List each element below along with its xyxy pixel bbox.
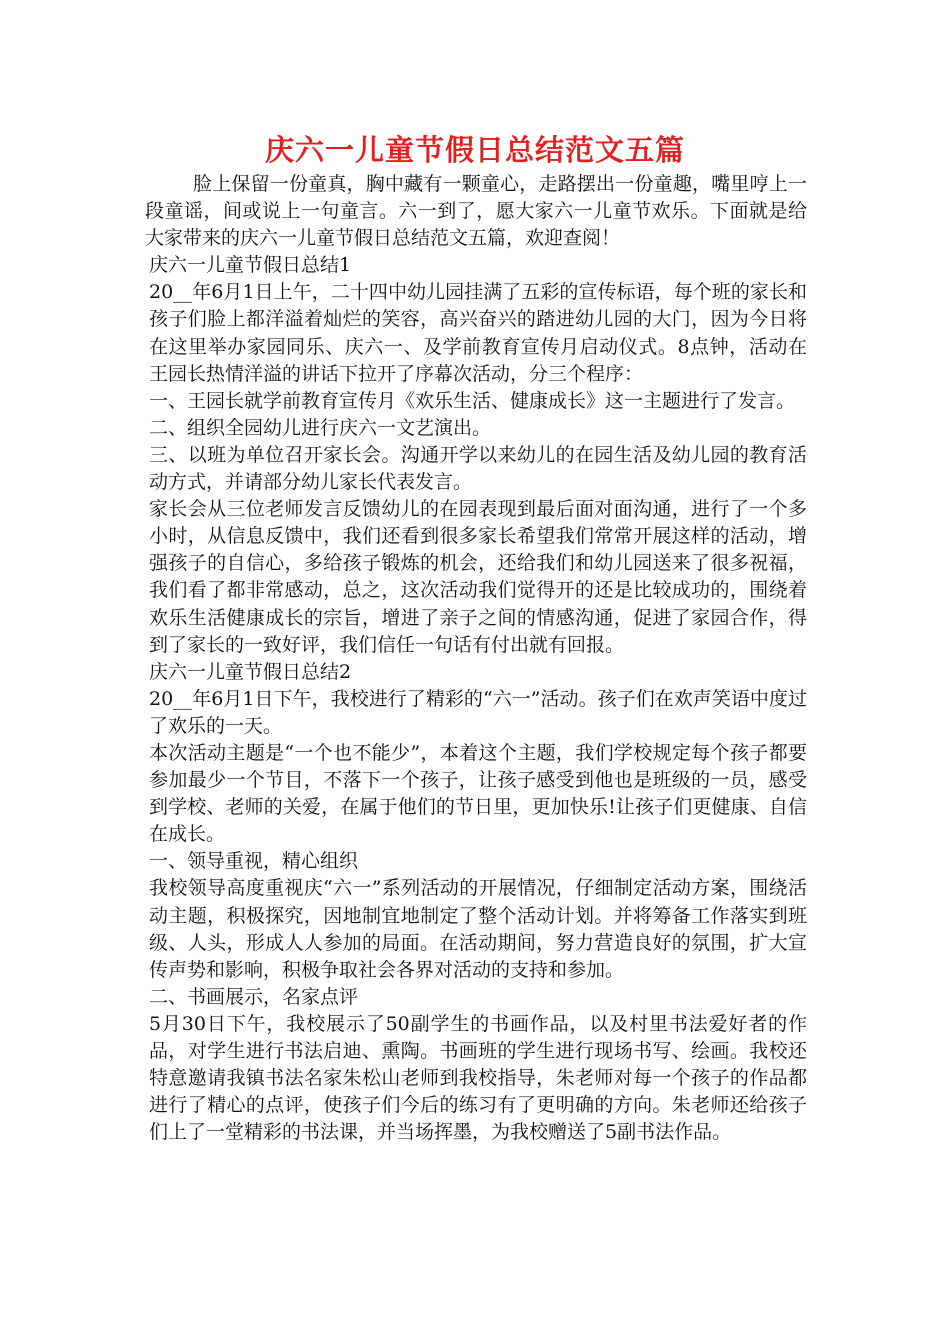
paragraph: 本次活动主题是“一个也不能少”，本着这个主题，我们学校规定每个孩子都要参加最少一个节目，不落下一个孩子，让孩子感受到他也是班级的一员，感受到学校、老师的关爱，在属于他们的节日里，更加快乐!让孩子们更健康、自信在成长。	[149, 741, 807, 846]
list-item: 二、组织全园幼儿进行庆六一文艺演出。	[149, 416, 492, 439]
paragraph: 20__年6月1日上午，二十四中幼儿园挂满了五彩的宣传标语，每个班的家长和孩子们脸上都洋溢着灿烂的笑容，高兴奋兴的踏进幼儿园的大门，因为今日将在这里举办家园同乐、庆六一、及学前教育宣传月启动仪式。8点钟，活动在王园长热情洋溢的讲话下拉开了序幕次活动，分三个程序：	[149, 281, 807, 385]
paragraph: 我校领导高度重视庆“六一”系列活动的开展情况，仔细制定活动方案，围绕活动主题，积极探究，因地制宜地制定了整个活动计划。并将筹备工作落实到班级、人头，形成人人参加的局面。在活动期间，努力营造良好的氛围，扩大宣传声势和影响，积极争取社会各界对活动的支持和参加。	[149, 877, 807, 981]
document-title: 庆六一儿童节假日总结范文五篇	[264, 133, 685, 167]
section-heading-1: 庆六一儿童节假日总结1	[149, 254, 352, 277]
paragraph: 5月30日下午，我校展示了50副学生的书画作品，以及村里书法爱好者的作品，对学生进行书法启迪、熏陶。书画班的学生进行现场书写、绘画。我校还特意邀请我镇书法名家朱松山老师到我校指导，朱老师对每一个孩子的作品都进行了精心的点评，使孩子们今后的练习有了更明确的方向。朱老师还给孩子们上了一堂精彩的书法课，并当场挥墨，为我校赠送了5副书法作品。	[149, 1012, 807, 1144]
intro-paragraph: 脸上保留一份童真，胸中藏有一颗童心，走路摆出一份童趣，嘴里哼上一段童谣，间或说上一句童言。六一到了，愿大家六一儿童节欢乐。下面就是给大家带来的庆六一儿童节假日总结范文五篇，欢迎查阅！	[145, 173, 807, 250]
document-body	[145, 171, 807, 1146]
list-item: 三、以班为单位召开家长会。沟通开学以来幼儿的在园生活及幼儿园的教育活动方式，并请部分幼儿家长代表发言。	[149, 443, 807, 494]
list-item: 一、王园长就学前教育宣传月《欢乐生活、健康成长》这一主题进行了发言。	[149, 389, 796, 412]
subheading: 一、领导重视，精心组织	[149, 850, 359, 873]
paragraph: 家长会从三位老师发言反馈幼儿的在园表现到最后面对面沟通，进行了一个多小时，从信息反馈中，我们还看到很多家长希望我们常常开展这样的活动，增强孩子的自信心，多给孩子锻炼的机会，还给我们和幼儿园送来了很多祝福，我们看了都非常感动，总之，这次活动我们觉得开的还是比较成功的，围绕着欢乐生活健康成长的宗旨，增进了亲子之间的情感沟通，促进了家园合作，得到了家长的一致好评，我们信任一句话有付出就有回报。	[149, 498, 807, 656]
paragraph: 20__年6月1日下午，我校进行了精彩的“六一”活动。孩子们在欢声笑语中度过了欢乐的一天。	[149, 687, 807, 737]
section-heading-2: 庆六一儿童节假日总结2	[149, 660, 352, 683]
subheading: 二、书画展示，名家点评	[149, 985, 359, 1008]
